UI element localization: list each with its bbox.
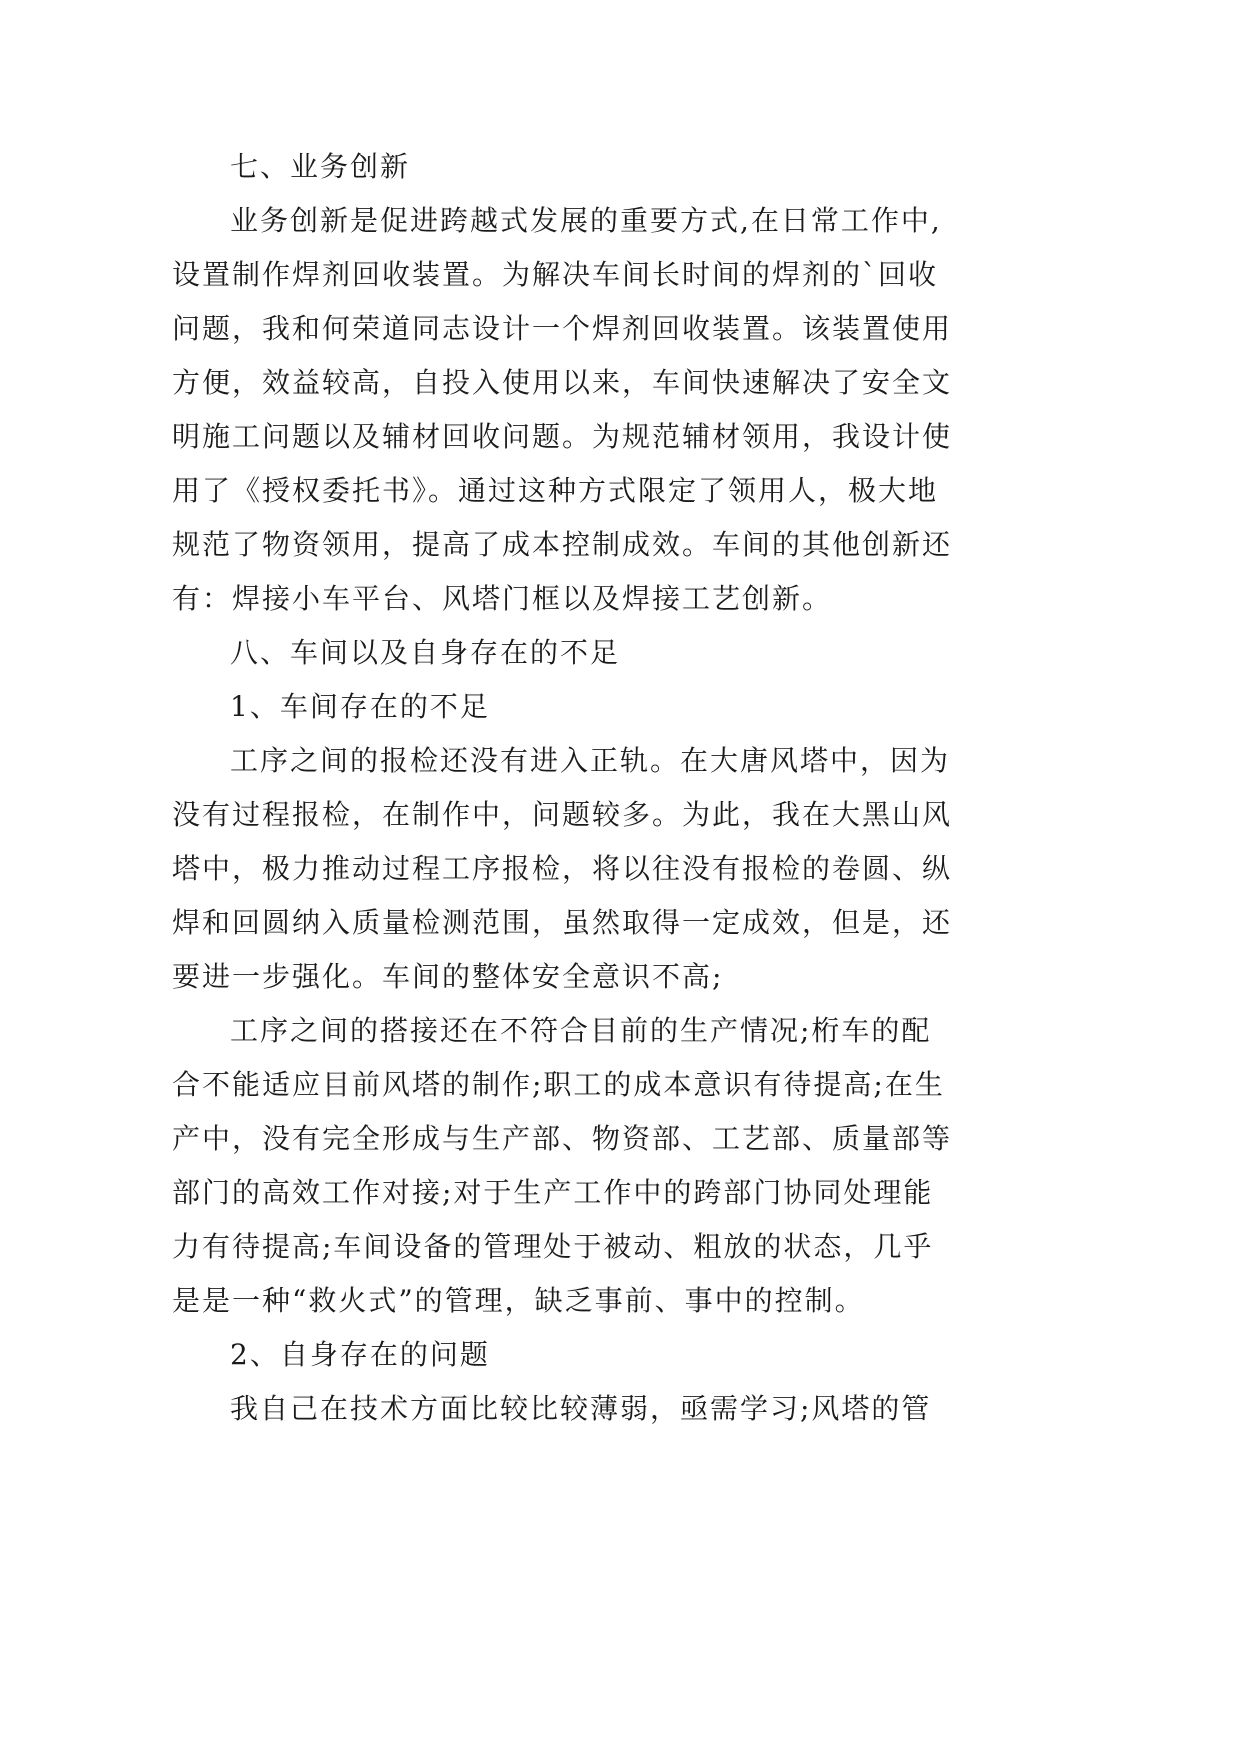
- paragraph-line: 没有过程报检，在制作中，问题较多。为此，我在大黑山风: [172, 798, 953, 831]
- subsection-heading-1: 1、车间存在的不足: [230, 690, 490, 723]
- paragraph-line: 产中，没有完全形成与生产部、物资部、工艺部、质量部等: [172, 1122, 953, 1155]
- paragraph-line: 明施工问题以及辅材回收问题。为规范辅材领用，我设计使: [172, 420, 953, 453]
- section-heading-8: 八、车间以及自身存在的不足: [230, 636, 621, 669]
- paragraph-line: 设置制作焊剂回收装置。为解决车间长时间的焊剂的`回收: [172, 258, 939, 291]
- paragraph-line: 部门的高效工作对接;对于生产工作中的跨部门协同处理能: [172, 1176, 934, 1209]
- paragraph-line: 塔中，极力推动过程工序报检，将以往没有报检的卷圆、纵: [172, 852, 953, 885]
- document-body: [172, 140, 972, 1436]
- paragraph-coordination-issues: [172, 1004, 972, 1328]
- paragraph-line: 规范了物资领用，提高了成本控制成效。车间的其他创新还: [172, 528, 953, 561]
- paragraph-line: 要进一步强化。车间的整体安全意识不高;: [172, 960, 724, 993]
- paragraph-line: 焊和回圆纳入质量检测范围，虽然取得一定成效，但是，还: [172, 906, 953, 939]
- paragraph-line: 工序之间的搭接还在不符合目前的生产情况;桁车的配: [230, 1014, 932, 1047]
- section-heading-7: 七、业务创新: [230, 150, 411, 183]
- paragraph-line: 问题，我和何荣道同志设计一个焊剂回收装置。该装置使用: [172, 312, 953, 345]
- paragraph-line: 工序之间的报检还没有进入正轨。在大唐风塔中，因为: [230, 744, 951, 777]
- paragraph-business-innovation: [172, 194, 972, 626]
- paragraph-line: 用了《授权委托书》。通过这种方式限定了领用人，极大地: [172, 474, 939, 507]
- paragraph-line: 是是一种“救火式”的管理，缺乏事前、事中的控制。: [172, 1284, 865, 1317]
- paragraph-self-issues: [172, 1382, 972, 1436]
- paragraph-inspection-issues: [172, 734, 972, 1004]
- paragraph-line: 有：焊接小车平台、风塔门框以及焊接工艺创新。: [172, 582, 833, 615]
- paragraph-line: 方便，效益较高，自投入使用以来，车间快速解决了安全文: [172, 366, 953, 399]
- paragraph-line: 我自己在技术方面比较比较薄弱，亟需学习;风塔的管: [230, 1392, 932, 1425]
- paragraph-line: 力有待提高;车间设备的管理处于被动、粗放的状态，几乎: [172, 1230, 934, 1263]
- paragraph-line: 合不能适应目前风塔的制作;职工的成本意识有待提高;在生: [172, 1068, 945, 1101]
- paragraph-line: 业务创新是促进跨越式发展的重要方式,在日常工作中,: [230, 204, 942, 237]
- subsection-heading-2: 2、自身存在的问题: [230, 1338, 490, 1371]
